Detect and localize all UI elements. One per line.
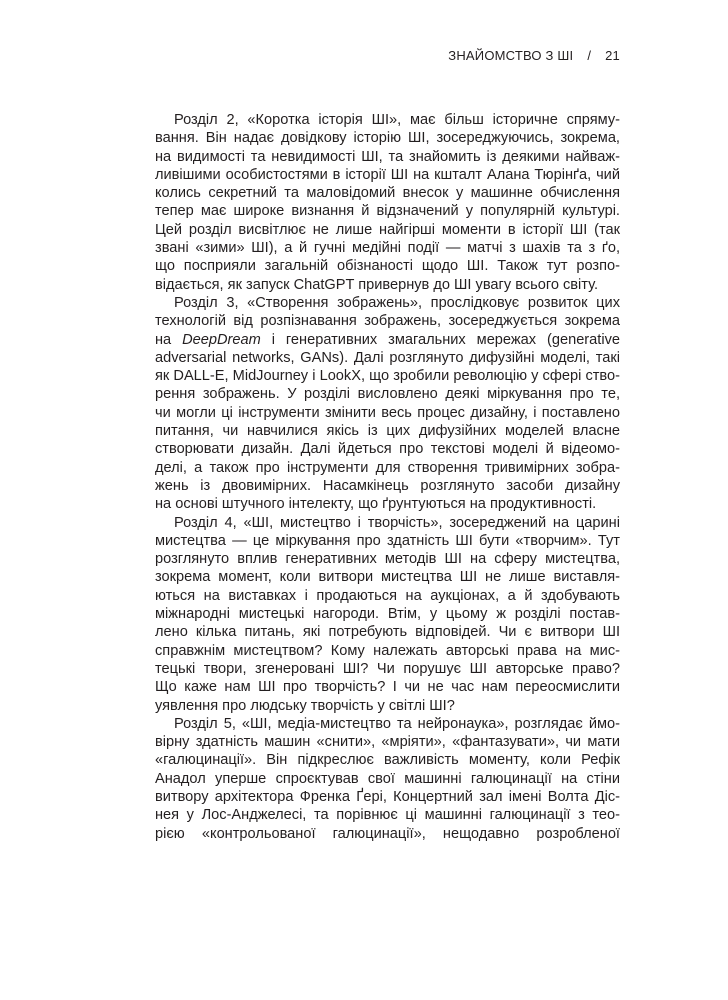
running-header <box>448 48 620 63</box>
text-line: жень із двовимірних. Насамкінець розглянуто засоби дизайну <box>155 477 620 494</box>
text-line: Розділ 3, «Створення зображень», прослідковує розвиток цих <box>174 294 620 311</box>
text-line: технологій від розпізнавання зображень, зосереджується зокрема <box>155 313 620 330</box>
page-number: 21 <box>605 48 620 63</box>
text-line: adversarial networks, GANs). Далі розглянуто дифузійні моделі, такі <box>155 349 620 366</box>
text-line <box>155 331 620 349</box>
text-line: як DALL-E, MidJourney і LookX, що зробили революцію у сфері ство- <box>155 368 620 385</box>
text-line: що посприяли загальній обізнаності щодо ШІ. Також тут розпо- <box>155 258 620 275</box>
text-line: розглянуто вплив генеративних методів ШІ на сферу мистецтва, <box>155 551 620 568</box>
text-line: міжнародні мистецькі нагороди. Втім, у цьому ж розділі постав- <box>155 606 620 623</box>
running-title: ЗНАЙОМСТВО З ШІ <box>448 48 574 63</box>
text-line: Анадол уперше спроєктував свої машинні галюцинації на стіни <box>155 770 620 787</box>
text-line: делі, а також про інструменти для створення тривимірних зобра- <box>155 459 620 476</box>
text-segment: і генеративних змагальних мережах (generative <box>260 331 620 348</box>
text-line: Розділ 5, «ШІ, медіа-мистецтво та нейронаука», розглядає ймо- <box>174 715 620 732</box>
text-line: колись секретний та маловідомий внесок у машинне обчислення <box>155 185 620 202</box>
text-line: на основі штучного інтелекту, що ґрунтуються на продуктивності. <box>155 496 597 513</box>
text-line: створювати дизайн. Далі йдеться про текстові моделі й відеомо- <box>155 441 620 458</box>
text-line: ються на виставках і продаються на аукціонах, а й здобувають <box>155 587 620 604</box>
body-text <box>155 111 620 843</box>
text-line: Розділ 2, «Коротка історія ШІ», має більш історичне спряму- <box>174 112 620 128</box>
text-line: тецькі твори, згенеровані ШІ? Чи порушує ШІ авторське право? <box>155 660 620 677</box>
text-line: на видимості та невидимості ШІ, та знайомить із деякими найваж- <box>155 148 620 165</box>
text-line: Що каже нам ШІ про творчість? І чи не час нам переосмислити <box>155 679 620 696</box>
text-line: Цей розділ висвітлює не лише найгірші моменти в історії ШІ (так <box>155 221 620 238</box>
text-line: вання. Він надає довідкову історію ШІ, зосереджуючись, зокрема, <box>155 130 620 147</box>
text-line: витвору архітектора Френка Ґері, Концертний зал імені Волта Діс- <box>155 788 620 805</box>
text-line: мистецтва — це міркування про здатність ШІ бути «творчим». Тут <box>155 532 620 549</box>
text-line: лено кілька питань, які потребують відповідей. Чи є витвори ШІ <box>155 624 620 641</box>
text-line: Розділ 4, «ШІ, мистецтво і творчість», зосереджений на царині <box>174 514 620 531</box>
text-line: уявлення про людську творчість у світлі ШІ? <box>155 697 455 714</box>
text-line: звані «зими» ШІ), а й гучні медійні події — матчі з шахів та з ґо, <box>155 240 620 257</box>
text-line: нея у Лос-Анджелесі, та порівнює ці машинні галюцинації з тео- <box>155 807 620 824</box>
text-line: справжнім мистецтвом? Кому належать авторські права на мис- <box>155 642 620 659</box>
text-line: питання, чи навчилися якісь із цих дифузійних моделей власне <box>155 423 620 440</box>
text-line: відається, як запуск ChatGPT привернув до ШІ увагу всього світу. <box>155 276 599 293</box>
text-segment: на <box>155 331 183 348</box>
text-line: «галюцинації». Він підкреслює важливість моменту, коли Рефік <box>155 752 620 769</box>
text-line: рення зображень. У розділі висловлено деякі міркування про те, <box>155 386 620 403</box>
emphasized-text: DeepDream <box>182 331 261 348</box>
header-separator: / <box>587 48 592 63</box>
text-line: вірну здатність машин «снити», «мріяти», «фантазувати», чи мати <box>155 734 620 751</box>
text-line: ливішими особистостями в історії ШІ на кшталт Алана Тюрінґа, чий <box>155 166 620 183</box>
text-line: рією «контрольованої галюцинації», нещодавно розробленої <box>155 825 620 842</box>
text-line: тепер має широке визнання й відзначений у популярній культурі. <box>155 203 620 220</box>
text-line: зокрема момент, коли витвори мистецтва ШІ не лише виставля- <box>155 569 620 586</box>
text-line: чи могли ці інструменти змінити весь процес дизайну, і поставлено <box>155 404 620 421</box>
